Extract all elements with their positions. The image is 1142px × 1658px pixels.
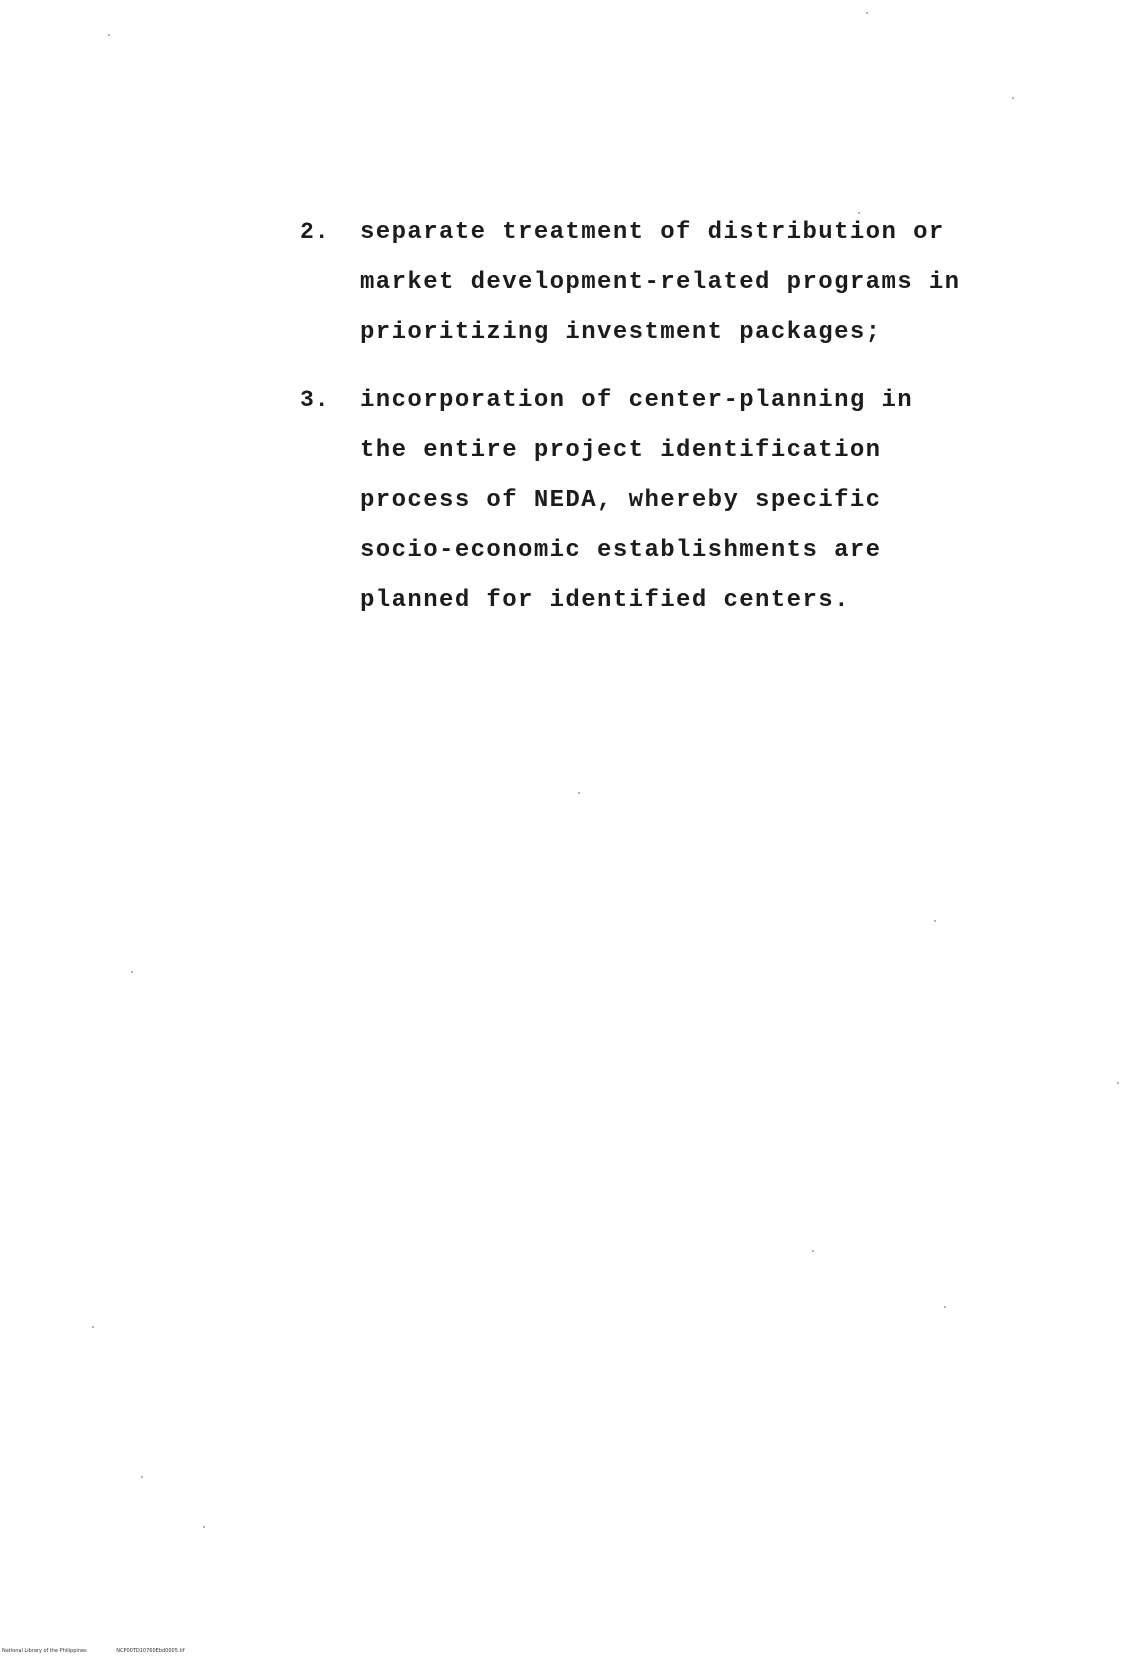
scan-speck <box>92 1326 94 1328</box>
scan-speck <box>858 212 860 214</box>
scan-speck <box>934 920 936 922</box>
scan-speck <box>944 1306 946 1308</box>
scan-speck <box>141 1476 143 1478</box>
list-item-number: 2. <box>300 219 330 245</box>
scan-footer <box>2 1648 213 1654</box>
scan-speck <box>578 792 580 794</box>
list-item-text-line: market development-related programs in <box>360 269 961 296</box>
scan-speck <box>1117 1082 1119 1084</box>
scan-speck <box>131 971 133 973</box>
footer-library-name: National Library of the Philippines <box>2 1648 87 1654</box>
scan-speck <box>812 1250 814 1252</box>
scan-speck <box>1012 97 1014 99</box>
scan-speck <box>203 1526 205 1528</box>
list-item-text-line: process of NEDA, whereby specific <box>360 487 882 514</box>
scan-speck <box>866 12 868 14</box>
list-item-text-line: prioritizing investment packages; <box>360 319 882 346</box>
footer-file-name: NCP00TD10760Ebd0005.tif <box>116 1648 185 1654</box>
list-item-text-line: separate treatment of distribution or <box>360 219 945 246</box>
list-item-number: 3. <box>300 387 330 413</box>
list-item-text-line: incorporation of center-planning in <box>360 387 914 414</box>
list-item-text-line: socio-economic establishments are <box>360 537 882 564</box>
scan-speck <box>108 34 110 36</box>
list-item-text-line: planned for identified centers. <box>360 587 850 614</box>
list-item-text-line: the entire project identification <box>360 437 882 464</box>
